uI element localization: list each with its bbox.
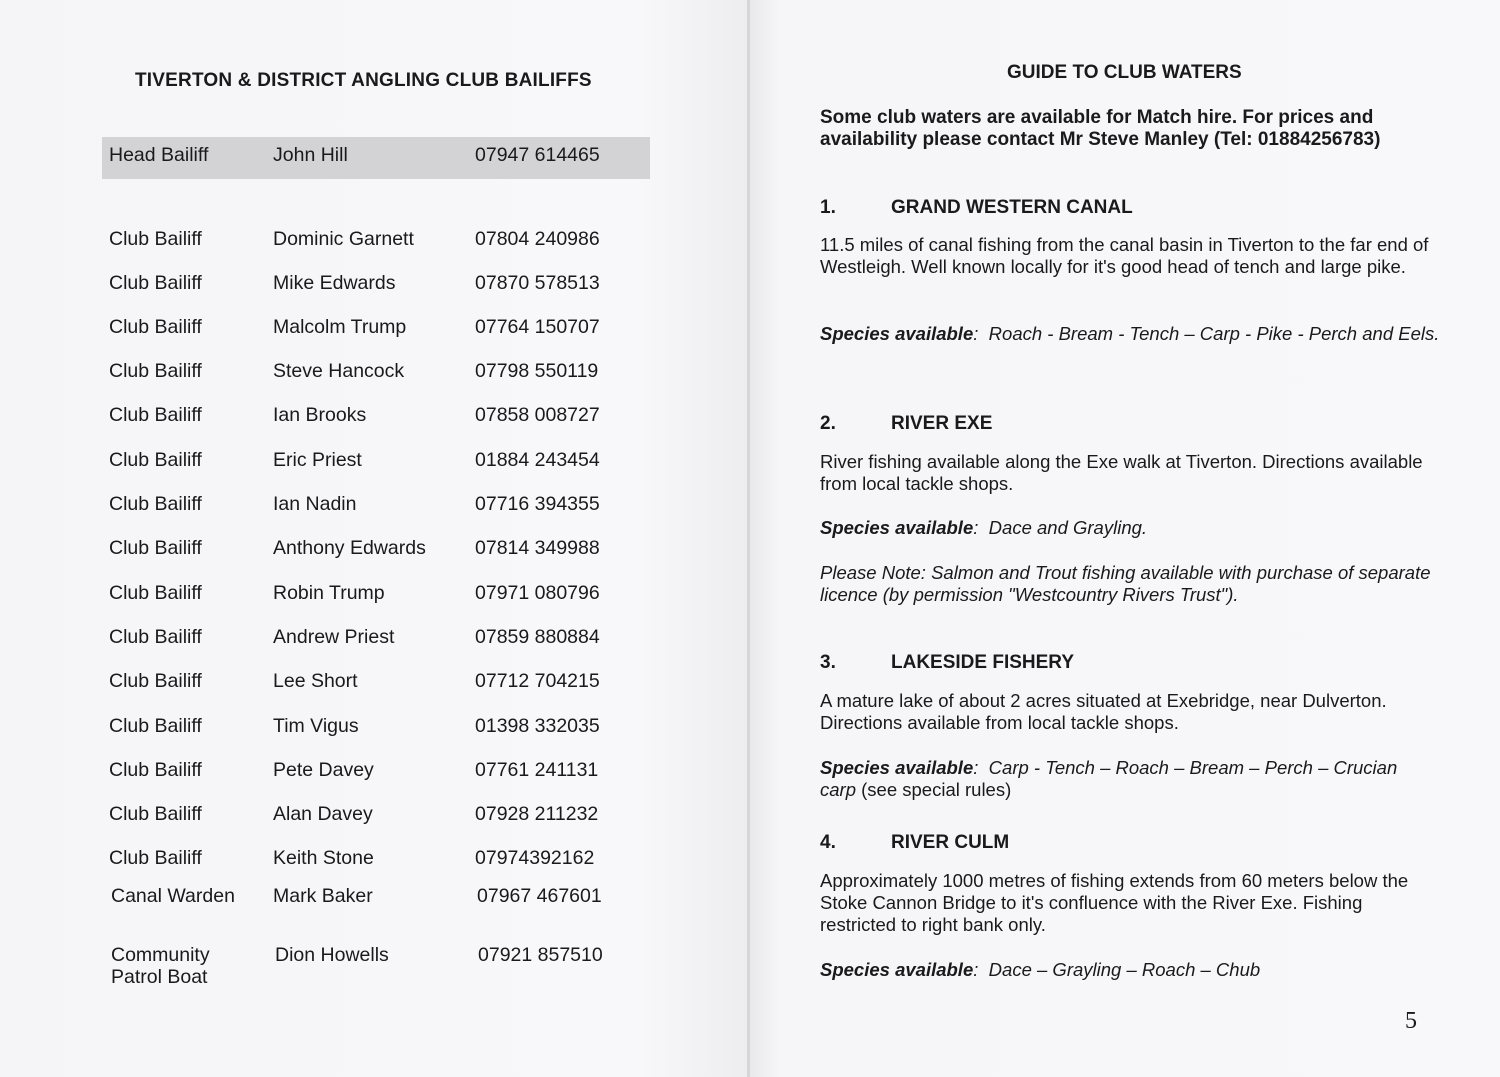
bailiff-name: Lee Short [273,670,358,692]
page-number: 5 [1405,1008,1417,1034]
bailiff-phone: 07967 467601 [477,885,602,907]
bailiff-name: Dominic Garnett [273,228,414,250]
bailiff-row [102,486,650,528]
bailiff-row [102,309,650,351]
section-description: Approximately 1000 metres of fishing extends from 60 meters below the Stoke Cannon Bridge to it's confluence with the River Exe. Fishing restricted to right bank only. [820,870,1409,935]
species-list: Carp - Tench – Roach – Bream – Perch – Crucian carp [820,757,1398,800]
bailiff-name: Mark Baker [273,885,373,907]
species-line: Species available: Roach - Bream - Tench – Carp - Pike - Perch and Eels. [820,323,1440,344]
bailiff-name: Pete Davey [273,759,374,781]
bailiff-row [102,530,650,572]
bailiff-name: Malcolm Trump [273,316,407,338]
bailiff-role: Club Bailiff [109,759,202,781]
bailiff-phone: 07921 857510 [478,944,603,966]
bailiff-name: Ian Brooks [273,404,367,426]
section-heading [820,832,1320,854]
bailiff-phone: 01884 243454 [475,449,600,471]
bailiff-row [102,353,650,395]
bailiff-name: Mike Edwards [273,272,396,294]
bailiff-name: Steve Hancock [273,360,405,382]
bailiff-phone: 07804 240986 [475,228,600,250]
section-description: 11.5 miles of canal fishing from the canal basin in Tiverton to the far end of Westleigh. Well known locally for it's good head of tench and large pike. [820,234,1429,277]
bailiff-role: Club Bailiff [109,803,202,825]
section-heading [820,652,1320,674]
bailiff-name: Anthony Edwards [273,537,426,559]
section-description: River fishing available along the Exe walk at Tiverton. Directions available from local tackle shops. [820,451,1423,494]
bailiff-phone: 07764 150707 [475,316,600,338]
bailiff-phone: 07971 080796 [475,582,600,604]
bailiff-role: Club Bailiff [109,847,202,869]
section-number: 2. [820,413,836,434]
species-list: Roach - Bream - Tench – Carp - Pike - Perch and Eels. [988,323,1440,344]
species-extra: (see special rules) [861,779,1012,800]
bailiff-name: Tim Vigus [273,715,359,737]
guide-intro: Some club waters are available for Match hire. For prices and availability please contact Mr Steve Manley (Tel: 01884256783) [820,107,1381,150]
bailiff-row [102,221,650,263]
bailiff-phone: 07761 241131 [475,759,599,781]
bailiff-role: Club Bailiff [109,272,202,294]
bailiff-phone: 07974392162 [475,847,595,869]
bailiff-phone: 07947 614465 [475,144,600,166]
species-line: Species available: Carp - Tench – Roach – Bream – Perch – Crucian carp (see special rules) [820,757,1398,800]
bailiff-phone: 07798 550119 [475,360,599,382]
bailiff-row [102,575,650,617]
species-list: Dace – Grayling – Roach – Chub [988,959,1261,980]
bailiff-phone: 07928 211232 [475,803,599,825]
bailiff-row [102,663,650,705]
species-list: Dace and Grayling. [988,517,1148,538]
bailiff-role: Club Bailiff [109,537,202,559]
bailiff-role: Canal Warden [111,885,235,907]
bailiff-row [102,840,650,882]
section-description: A mature lake of about 2 acres situated at Exebridge, near Dulverton. Directions available from local tackle shops. [820,690,1387,733]
bailiff-role: Club Bailiff [109,626,202,648]
species-label: Species available [820,757,974,778]
species-line: Species available: Dace – Grayling – Roach – Chub [820,959,1261,980]
section-number: 4. [820,832,836,853]
species-line: Species available: Dace and Grayling. [820,517,1148,538]
bailiff-row [102,940,650,994]
section-number: 1. [820,197,836,218]
bailiff-role: Club Bailiff [109,360,202,382]
bailiff-name: Keith Stone [273,847,374,869]
bailiffs-title: TIVERTON & DISTRICT ANGLING CLUB BAILIFFS [135,70,592,91]
bailiff-role: Club Bailiff [109,449,202,471]
bailiff-row-head [102,137,650,179]
bailiff-name: Eric Priest [273,449,362,471]
bailiff-role: Club Bailiff [109,715,202,737]
section-title: RIVER CULM [891,832,1010,853]
section-heading [820,197,1320,219]
bailiff-row [102,752,650,794]
bailiff-phone: 07859 880884 [475,626,600,648]
bailiff-name: Andrew Priest [273,626,395,648]
bailiff-name: Alan Davey [273,803,373,825]
bailiff-row [102,265,650,307]
section-title: LAKESIDE FISHERY [891,652,1074,673]
species-label: Species available [820,959,974,980]
bailiff-row [102,708,650,750]
bailiff-role: Club Bailiff [109,316,202,338]
bailiff-name: Ian Nadin [273,493,357,515]
bailiff-row [102,619,650,661]
bailiff-row [102,796,650,838]
bailiff-role: Community Patrol Boat [111,944,210,988]
section-number: 3. [820,652,836,673]
bailiff-phone: 01398 332035 [475,715,600,737]
bailiff-row [102,397,650,439]
bailiff-phone: 07858 008727 [475,404,600,426]
bailiff-phone: 07712 704215 [475,670,600,692]
bailiff-role: Club Bailiff [109,493,202,515]
species-label: Species available [820,517,974,538]
left-page [0,0,748,1077]
section-title: RIVER EXE [891,413,993,434]
section-title: GRAND WESTERN CANAL [891,197,1133,218]
bailiff-phone: 07870 578513 [475,272,600,294]
bailiff-name: Dion Howells [275,944,389,966]
bailiff-name: John Hill [273,144,348,166]
guide-title: GUIDE TO CLUB WATERS [1007,62,1242,83]
bailiff-row [102,442,650,484]
section-note: Please Note: Salmon and Trout fishing available with purchase of separate licence (by permission "Westcountry Rivers Trust"). [820,562,1431,605]
bailiff-role: Club Bailiff [109,582,202,604]
bailiff-name: Robin Trump [273,582,385,604]
bailiff-phone: 07716 394355 [475,493,600,515]
section-heading [820,413,1320,435]
bailiff-role: Club Bailiff [109,404,202,426]
bailiff-role: Head Bailiff [109,144,209,166]
species-label: Species available [820,323,974,344]
bailiff-phone: 07814 349988 [475,537,600,559]
bailiff-role: Club Bailiff [109,670,202,692]
bailiff-role: Club Bailiff [109,228,202,250]
bailiff-row [102,878,650,920]
